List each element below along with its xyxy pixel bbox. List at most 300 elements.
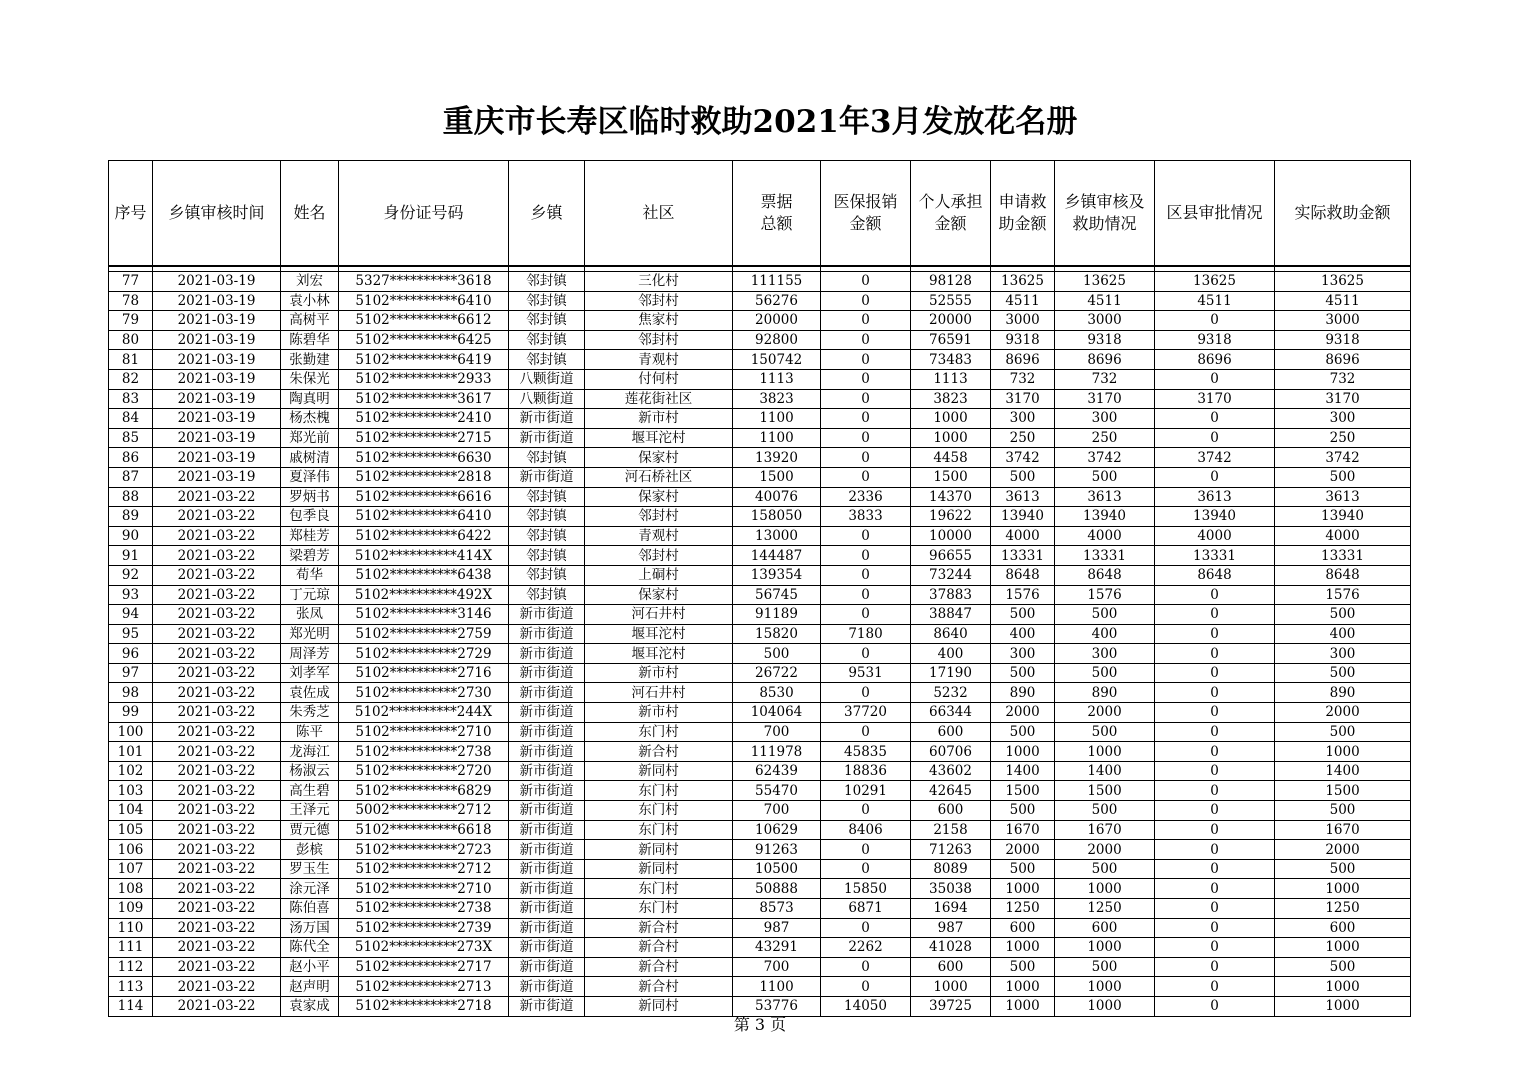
col-personal-share-cell: 2158 — [911, 820, 991, 840]
col-name-cell: 朱保光 — [281, 369, 339, 389]
col-county-approval-cell: 0 — [1155, 703, 1275, 723]
col-requested-amount-cell: 1576 — [991, 585, 1055, 605]
col-name-cell: 戚树清 — [281, 448, 339, 468]
col-town-review-cell: 4511 — [1055, 291, 1155, 311]
col-actual-amount-cell: 250 — [1275, 428, 1411, 448]
col-id-number-cell: 5102**********244X — [339, 703, 509, 723]
col-insurance-reimbursed-cell: 15850 — [821, 879, 911, 899]
col-actual-amount-cell: 1576 — [1275, 585, 1411, 605]
col-id-number-cell: 5102**********414X — [339, 546, 509, 566]
col-personal-share-cell: 600 — [911, 801, 991, 821]
col-town-review-cell: 500 — [1055, 467, 1155, 487]
col-town-review-cell: 500 — [1055, 859, 1155, 879]
col-review-date-cell: 2021-03-19 — [153, 311, 281, 331]
col-town-review-cell: 2000 — [1055, 703, 1155, 723]
col-personal-share-cell: 1000 — [911, 977, 991, 997]
col-requested-amount-cell: 400 — [991, 624, 1055, 644]
col-insurance-reimbursed-cell: 45835 — [821, 742, 911, 762]
col-review-date-cell: 2021-03-22 — [153, 546, 281, 566]
col-insurance-reimbursed-cell: 0 — [821, 350, 911, 370]
col-review-date-cell: 2021-03-22 — [153, 879, 281, 899]
col-town-review-cell: 9318 — [1055, 330, 1155, 350]
col-community-cell: 河石井村 — [585, 683, 733, 703]
col-id-number-cell: 5102**********2712 — [339, 859, 509, 879]
col-name-cell: 汤万国 — [281, 918, 339, 938]
col-insurance-reimbursed-cell: 0 — [821, 272, 911, 292]
col-personal-share-cell: 5232 — [911, 683, 991, 703]
col-actual-amount-cell: 890 — [1275, 683, 1411, 703]
col-insurance-reimbursed-cell: 0 — [821, 409, 911, 429]
col-actual-amount-cell: 1670 — [1275, 820, 1411, 840]
col-community-cell: 堰耳沱村 — [585, 428, 733, 448]
col-county-approval-cell: 0 — [1155, 409, 1275, 429]
col-index-cell: 89 — [109, 507, 153, 527]
col-name-cell: 郑光前 — [281, 428, 339, 448]
col-name-cell: 赵小平 — [281, 957, 339, 977]
col-requested-amount-cell: 500 — [991, 859, 1055, 879]
table-row — [109, 311, 1411, 331]
col-review-date-cell: 2021-03-22 — [153, 683, 281, 703]
col-community-cell: 莲花街社区 — [585, 389, 733, 409]
col-town-review-cell: 500 — [1055, 605, 1155, 625]
col-index-cell: 109 — [109, 899, 153, 919]
col-county-approval-cell: 0 — [1155, 369, 1275, 389]
col-requested-amount-cell: 3000 — [991, 311, 1055, 331]
col-community-cell: 焦家村 — [585, 311, 733, 331]
col-actual-amount-cell: 2000 — [1275, 840, 1411, 860]
col-bill-total-cell: 1100 — [733, 428, 821, 448]
col-insurance-reimbursed-cell: 0 — [821, 369, 911, 389]
col-requested-amount-cell: 1000 — [991, 996, 1055, 1016]
col-id-number-cell: 5102**********6422 — [339, 526, 509, 546]
col-community-cell: 邻封村 — [585, 507, 733, 527]
col-community-cell: 保家村 — [585, 448, 733, 468]
col-community-cell: 新市村 — [585, 703, 733, 723]
header-col-name: 姓名 — [281, 161, 339, 267]
col-town-review-cell: 500 — [1055, 663, 1155, 683]
col-requested-amount-cell: 3170 — [991, 389, 1055, 409]
col-community-cell: 新市村 — [585, 409, 733, 429]
col-review-date-cell: 2021-03-19 — [153, 389, 281, 409]
col-actual-amount-cell: 13940 — [1275, 507, 1411, 527]
table-row — [109, 389, 1411, 409]
col-town-review-cell: 1400 — [1055, 761, 1155, 781]
col-county-approval-cell: 8696 — [1155, 350, 1275, 370]
col-county-approval-cell: 0 — [1155, 820, 1275, 840]
col-county-approval-cell: 0 — [1155, 683, 1275, 703]
col-id-number-cell: 5102**********6616 — [339, 487, 509, 507]
col-index-cell: 100 — [109, 722, 153, 742]
col-town-review-cell: 3613 — [1055, 487, 1155, 507]
col-personal-share-cell: 1000 — [911, 409, 991, 429]
col-county-approval-cell: 0 — [1155, 938, 1275, 958]
col-personal-share-cell: 10000 — [911, 526, 991, 546]
table-row — [109, 291, 1411, 311]
col-town-cell: 新市街道 — [509, 899, 585, 919]
col-personal-share-cell: 20000 — [911, 311, 991, 331]
col-county-approval-cell: 0 — [1155, 644, 1275, 664]
col-review-date-cell: 2021-03-19 — [153, 409, 281, 429]
col-insurance-reimbursed-cell: 14050 — [821, 996, 911, 1016]
col-town-review-cell: 500 — [1055, 722, 1155, 742]
col-id-number-cell: 5102**********6425 — [339, 330, 509, 350]
col-id-number-cell: 5102**********2738 — [339, 899, 509, 919]
col-town-cell: 新市街道 — [509, 801, 585, 821]
col-name-cell: 高树平 — [281, 311, 339, 331]
col-town-cell: 新市街道 — [509, 428, 585, 448]
table-row — [109, 663, 1411, 683]
col-index-cell: 96 — [109, 644, 153, 664]
col-requested-amount-cell: 2000 — [991, 840, 1055, 860]
col-town-cell: 邻封镇 — [509, 526, 585, 546]
col-name-cell: 贾元德 — [281, 820, 339, 840]
col-requested-amount-cell: 1000 — [991, 938, 1055, 958]
col-county-approval-cell: 13331 — [1155, 546, 1275, 566]
col-town-cell: 新市街道 — [509, 663, 585, 683]
col-personal-share-cell: 98128 — [911, 272, 991, 292]
col-index-cell: 97 — [109, 663, 153, 683]
col-index-cell: 106 — [109, 840, 153, 860]
col-actual-amount-cell: 500 — [1275, 663, 1411, 683]
col-index-cell: 80 — [109, 330, 153, 350]
col-town-cell: 新市街道 — [509, 859, 585, 879]
col-insurance-reimbursed-cell: 2262 — [821, 938, 911, 958]
col-personal-share-cell: 52555 — [911, 291, 991, 311]
col-personal-share-cell: 38847 — [911, 605, 991, 625]
col-review-date-cell: 2021-03-22 — [153, 918, 281, 938]
col-county-approval-cell: 3613 — [1155, 487, 1275, 507]
col-bill-total-cell: 500 — [733, 644, 821, 664]
col-name-cell: 陶真明 — [281, 389, 339, 409]
table-row — [109, 742, 1411, 762]
col-id-number-cell: 5102**********2717 — [339, 957, 509, 977]
col-town-review-cell: 1000 — [1055, 742, 1155, 762]
col-name-cell: 陈碧华 — [281, 330, 339, 350]
col-bill-total-cell: 700 — [733, 801, 821, 821]
col-index-cell: 90 — [109, 526, 153, 546]
col-index-cell: 83 — [109, 389, 153, 409]
col-town-review-cell: 400 — [1055, 624, 1155, 644]
col-town-cell: 邻封镇 — [509, 507, 585, 527]
col-review-date-cell: 2021-03-22 — [153, 957, 281, 977]
col-town-review-cell: 1000 — [1055, 938, 1155, 958]
header-col-id-number: 身份证号码 — [339, 161, 509, 267]
col-index-cell: 101 — [109, 742, 153, 762]
col-review-date-cell: 2021-03-22 — [153, 996, 281, 1016]
col-name-cell: 杨淑云 — [281, 761, 339, 781]
col-community-cell: 新同村 — [585, 996, 733, 1016]
col-actual-amount-cell: 1000 — [1275, 996, 1411, 1016]
col-county-approval-cell: 0 — [1155, 467, 1275, 487]
col-index-cell: 85 — [109, 428, 153, 448]
col-actual-amount-cell: 1500 — [1275, 781, 1411, 801]
table-row — [109, 526, 1411, 546]
col-requested-amount-cell: 500 — [991, 467, 1055, 487]
col-town-cell: 新市街道 — [509, 624, 585, 644]
col-bill-total-cell: 13000 — [733, 526, 821, 546]
col-personal-share-cell: 60706 — [911, 742, 991, 762]
header-col-requested-amount: 申请救 助金额 — [991, 161, 1055, 267]
col-index-cell: 87 — [109, 467, 153, 487]
col-requested-amount-cell: 1670 — [991, 820, 1055, 840]
table-row — [109, 330, 1411, 350]
col-id-number-cell: 5102**********2729 — [339, 644, 509, 664]
col-bill-total-cell: 40076 — [733, 487, 821, 507]
col-town-cell: 邻封镇 — [509, 350, 585, 370]
col-town-review-cell: 300 — [1055, 409, 1155, 429]
col-review-date-cell: 2021-03-22 — [153, 840, 281, 860]
col-review-date-cell: 2021-03-22 — [153, 781, 281, 801]
col-community-cell: 河石桥社区 — [585, 467, 733, 487]
col-requested-amount-cell: 1000 — [991, 879, 1055, 899]
col-id-number-cell: 5327**********3618 — [339, 272, 509, 292]
col-town-review-cell: 890 — [1055, 683, 1155, 703]
col-id-number-cell: 5102**********2933 — [339, 369, 509, 389]
col-id-number-cell: 5102**********2759 — [339, 624, 509, 644]
col-name-cell: 郑桂芳 — [281, 526, 339, 546]
col-bill-total-cell: 20000 — [733, 311, 821, 331]
col-review-date-cell: 2021-03-19 — [153, 448, 281, 468]
col-town-cell: 新市街道 — [509, 605, 585, 625]
col-town-cell: 邻封镇 — [509, 487, 585, 507]
col-name-cell: 袁家成 — [281, 996, 339, 1016]
col-town-cell: 新市街道 — [509, 996, 585, 1016]
col-actual-amount-cell: 9318 — [1275, 330, 1411, 350]
col-actual-amount-cell: 4000 — [1275, 526, 1411, 546]
col-index-cell: 94 — [109, 605, 153, 625]
header-col-review-date: 乡镇审核时间 — [153, 161, 281, 267]
col-actual-amount-cell: 1000 — [1275, 742, 1411, 762]
col-county-approval-cell: 0 — [1155, 859, 1275, 879]
col-requested-amount-cell: 732 — [991, 369, 1055, 389]
col-review-date-cell: 2021-03-19 — [153, 467, 281, 487]
col-index-cell: 93 — [109, 585, 153, 605]
col-actual-amount-cell: 1000 — [1275, 938, 1411, 958]
col-name-cell: 包季良 — [281, 507, 339, 527]
col-requested-amount-cell: 8696 — [991, 350, 1055, 370]
col-index-cell: 99 — [109, 703, 153, 723]
col-town-cell: 新市街道 — [509, 761, 585, 781]
col-community-cell: 邻封村 — [585, 330, 733, 350]
col-review-date-cell: 2021-03-22 — [153, 526, 281, 546]
col-actual-amount-cell: 500 — [1275, 467, 1411, 487]
col-actual-amount-cell: 500 — [1275, 859, 1411, 879]
col-index-cell: 77 — [109, 272, 153, 292]
col-name-cell: 高生碧 — [281, 781, 339, 801]
col-index-cell: 78 — [109, 291, 153, 311]
header-col-community: 社区 — [585, 161, 733, 267]
col-name-cell: 刘宏 — [281, 272, 339, 292]
col-personal-share-cell: 3823 — [911, 389, 991, 409]
col-town-cell: 新市街道 — [509, 820, 585, 840]
header-col-county-approval: 区县审批情况 — [1155, 161, 1275, 267]
col-insurance-reimbursed-cell: 0 — [821, 389, 911, 409]
page-number: 第 3 页 — [733, 1015, 787, 1034]
col-county-approval-cell: 0 — [1155, 879, 1275, 899]
col-town-review-cell: 1576 — [1055, 585, 1155, 605]
col-town-review-cell: 500 — [1055, 801, 1155, 821]
col-requested-amount-cell: 13625 — [991, 272, 1055, 292]
col-county-approval-cell: 0 — [1155, 899, 1275, 919]
col-personal-share-cell: 600 — [911, 722, 991, 742]
col-actual-amount-cell: 13625 — [1275, 272, 1411, 292]
col-review-date-cell: 2021-03-22 — [153, 644, 281, 664]
col-community-cell: 付何村 — [585, 369, 733, 389]
col-name-cell: 罗炳书 — [281, 487, 339, 507]
col-county-approval-cell: 0 — [1155, 311, 1275, 331]
col-name-cell: 夏泽伟 — [281, 467, 339, 487]
col-community-cell: 保家村 — [585, 487, 733, 507]
table-row — [109, 546, 1411, 566]
col-town-review-cell: 1000 — [1055, 996, 1155, 1016]
table-row — [109, 761, 1411, 781]
col-community-cell: 青观村 — [585, 350, 733, 370]
col-requested-amount-cell: 2000 — [991, 703, 1055, 723]
table-row — [109, 801, 1411, 821]
col-id-number-cell: 5102**********6410 — [339, 507, 509, 527]
col-town-review-cell: 500 — [1055, 957, 1155, 977]
col-insurance-reimbursed-cell: 8406 — [821, 820, 911, 840]
col-community-cell: 保家村 — [585, 585, 733, 605]
col-name-cell: 王泽元 — [281, 801, 339, 821]
col-requested-amount-cell: 4511 — [991, 291, 1055, 311]
col-review-date-cell: 2021-03-22 — [153, 585, 281, 605]
col-actual-amount-cell: 1400 — [1275, 761, 1411, 781]
table-row — [109, 977, 1411, 997]
col-id-number-cell: 5102**********2723 — [339, 840, 509, 860]
col-bill-total-cell: 104064 — [733, 703, 821, 723]
table-row — [109, 467, 1411, 487]
col-county-approval-cell: 0 — [1155, 585, 1275, 605]
col-id-number-cell: 5102**********6630 — [339, 448, 509, 468]
col-insurance-reimbursed-cell: 0 — [821, 585, 911, 605]
col-review-date-cell: 2021-03-22 — [153, 605, 281, 625]
col-community-cell: 河石井村 — [585, 605, 733, 625]
table-row — [109, 899, 1411, 919]
table-row — [109, 428, 1411, 448]
table-row — [109, 585, 1411, 605]
col-actual-amount-cell: 2000 — [1275, 703, 1411, 723]
col-requested-amount-cell: 13331 — [991, 546, 1055, 566]
relief-roster-table — [108, 160, 1411, 1017]
col-review-date-cell: 2021-03-22 — [153, 742, 281, 762]
col-insurance-reimbursed-cell: 0 — [821, 311, 911, 331]
col-actual-amount-cell: 300 — [1275, 644, 1411, 664]
col-name-cell: 陈代全 — [281, 938, 339, 958]
col-insurance-reimbursed-cell: 18836 — [821, 761, 911, 781]
col-personal-share-cell: 43602 — [911, 761, 991, 781]
col-id-number-cell: 5102**********2718 — [339, 996, 509, 1016]
col-county-approval-cell: 0 — [1155, 663, 1275, 683]
col-name-cell: 张凤 — [281, 605, 339, 625]
col-town-review-cell: 1000 — [1055, 977, 1155, 997]
col-id-number-cell: 5102**********3617 — [339, 389, 509, 409]
col-personal-share-cell: 41028 — [911, 938, 991, 958]
table-row — [109, 781, 1411, 801]
col-actual-amount-cell: 400 — [1275, 624, 1411, 644]
col-personal-share-cell: 66344 — [911, 703, 991, 723]
col-community-cell: 青观村 — [585, 526, 733, 546]
header-col-index: 序号 — [109, 161, 153, 267]
col-insurance-reimbursed-cell: 0 — [821, 467, 911, 487]
col-bill-total-cell: 700 — [733, 722, 821, 742]
header-col-bill-total: 票据 总额 — [733, 161, 821, 267]
col-town-cell: 邻封镇 — [509, 585, 585, 605]
col-community-cell: 东门村 — [585, 781, 733, 801]
col-insurance-reimbursed-cell: 0 — [821, 683, 911, 703]
col-community-cell: 东门村 — [585, 820, 733, 840]
col-requested-amount-cell: 9318 — [991, 330, 1055, 350]
header-col-town-review: 乡镇审核及 救助情况 — [1055, 161, 1155, 267]
col-name-cell: 袁佐成 — [281, 683, 339, 703]
col-requested-amount-cell: 4000 — [991, 526, 1055, 546]
table-row — [109, 840, 1411, 860]
col-index-cell: 91 — [109, 546, 153, 566]
col-id-number-cell: 5102**********273X — [339, 938, 509, 958]
col-review-date-cell: 2021-03-19 — [153, 330, 281, 350]
col-county-approval-cell: 0 — [1155, 624, 1275, 644]
col-actual-amount-cell: 3170 — [1275, 389, 1411, 409]
col-community-cell: 东门村 — [585, 879, 733, 899]
col-requested-amount-cell: 500 — [991, 801, 1055, 821]
col-bill-total-cell: 987 — [733, 918, 821, 938]
col-id-number-cell: 5102**********2720 — [339, 761, 509, 781]
col-bill-total-cell: 10500 — [733, 859, 821, 879]
col-county-approval-cell: 4000 — [1155, 526, 1275, 546]
col-index-cell: 103 — [109, 781, 153, 801]
col-town-review-cell: 3000 — [1055, 311, 1155, 331]
col-id-number-cell: 5102**********2738 — [339, 742, 509, 762]
col-town-cell: 新市街道 — [509, 683, 585, 703]
col-personal-share-cell: 1000 — [911, 428, 991, 448]
col-id-number-cell: 5102**********6438 — [339, 565, 509, 585]
col-review-date-cell: 2021-03-19 — [153, 369, 281, 389]
col-insurance-reimbursed-cell: 2336 — [821, 487, 911, 507]
col-actual-amount-cell: 500 — [1275, 801, 1411, 821]
col-county-approval-cell: 13940 — [1155, 507, 1275, 527]
col-county-approval-cell: 0 — [1155, 977, 1275, 997]
col-town-review-cell: 4000 — [1055, 526, 1155, 546]
header-col-insurance-reimbursed: 医保报销 金额 — [821, 161, 911, 267]
col-requested-amount-cell: 890 — [991, 683, 1055, 703]
col-town-cell: 八颗街道 — [509, 389, 585, 409]
col-town-cell: 邻封镇 — [509, 448, 585, 468]
col-index-cell: 111 — [109, 938, 153, 958]
col-personal-share-cell: 96655 — [911, 546, 991, 566]
col-personal-share-cell: 1113 — [911, 369, 991, 389]
table-row — [109, 722, 1411, 742]
col-review-date-cell: 2021-03-22 — [153, 938, 281, 958]
col-review-date-cell: 2021-03-22 — [153, 507, 281, 527]
col-actual-amount-cell: 500 — [1275, 722, 1411, 742]
col-personal-share-cell: 39725 — [911, 996, 991, 1016]
col-bill-total-cell: 1500 — [733, 467, 821, 487]
col-review-date-cell: 2021-03-19 — [153, 291, 281, 311]
col-id-number-cell: 5102**********2818 — [339, 467, 509, 487]
col-requested-amount-cell: 1000 — [991, 977, 1055, 997]
col-insurance-reimbursed-cell: 0 — [821, 977, 911, 997]
col-index-cell: 95 — [109, 624, 153, 644]
col-index-cell: 107 — [109, 859, 153, 879]
col-bill-total-cell: 139354 — [733, 565, 821, 585]
col-personal-share-cell: 37883 — [911, 585, 991, 605]
col-bill-total-cell: 53776 — [733, 996, 821, 1016]
col-community-cell: 东门村 — [585, 722, 733, 742]
col-review-date-cell: 2021-03-22 — [153, 703, 281, 723]
col-county-approval-cell: 0 — [1155, 742, 1275, 762]
col-town-cell: 新市街道 — [509, 409, 585, 429]
col-community-cell: 邻封村 — [585, 291, 733, 311]
